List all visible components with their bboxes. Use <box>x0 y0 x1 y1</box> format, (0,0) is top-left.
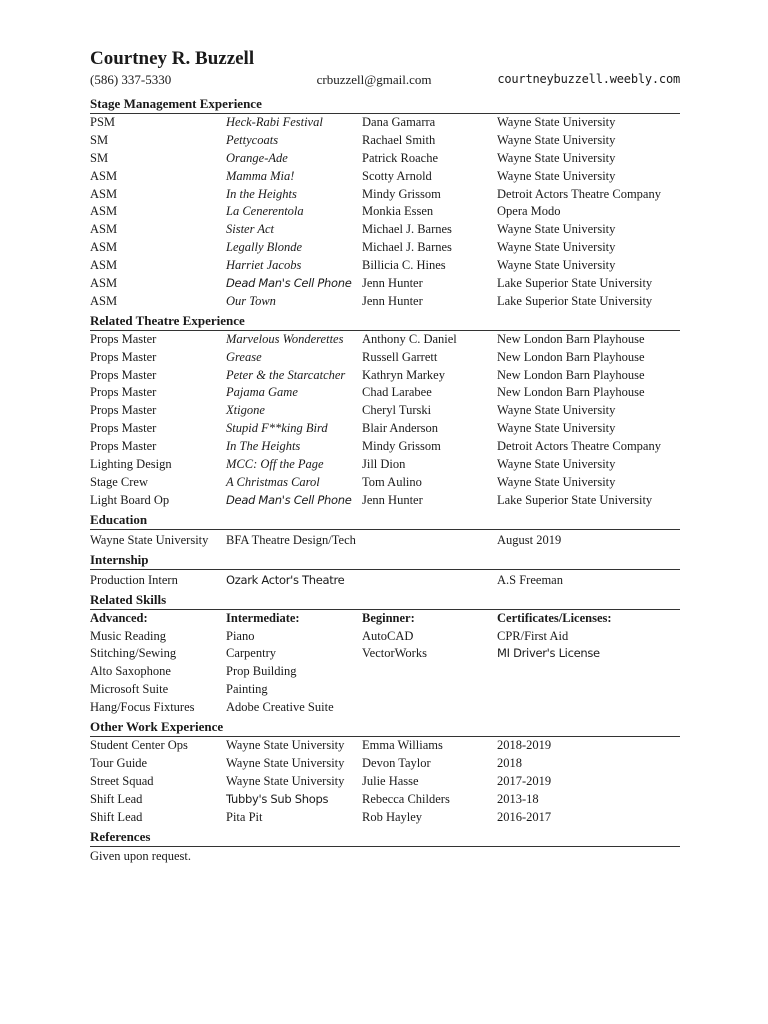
list-item <box>90 420 680 438</box>
graduation-date: August 2019 <box>497 532 562 547</box>
skill: Piano <box>226 628 255 643</box>
person: Jill Dion <box>362 457 406 472</box>
skill: Hang/Focus Fixtures <box>90 700 195 715</box>
role: ASM <box>90 168 118 183</box>
person: Mindy Grissom <box>362 186 441 201</box>
place: Wayne State University <box>497 168 616 183</box>
person: Mindy Grissom <box>362 439 441 454</box>
place: Detroit Actors Theatre Company <box>497 439 661 454</box>
section-title-other-work: Other Work Experience <box>90 719 224 735</box>
skill: Stitching/Sewing <box>90 646 177 661</box>
list-item <box>90 474 680 492</box>
role: Shift Lead <box>90 791 143 806</box>
list-item <box>90 384 680 402</box>
certificate: MI Driver's License <box>497 646 600 661</box>
show-title: Marvelous Wonderettes <box>226 331 344 346</box>
place: Lake Superior State University <box>497 276 653 291</box>
show-title: Pettycoats <box>226 132 279 147</box>
person: Kathryn Markey <box>362 367 445 382</box>
dates: 2016-2017 <box>497 809 552 824</box>
role: PSM <box>90 115 116 129</box>
show-title: Stupid F**king Bird <box>226 421 328 436</box>
place: Pita Pit <box>226 809 263 824</box>
role: Street Squad <box>90 773 154 788</box>
show-title: Pajama Game <box>226 385 298 400</box>
skill: Microsoft Suite <box>90 682 169 697</box>
person: Blair Anderson <box>362 421 439 436</box>
internship-supervisor: A.S Freeman <box>497 572 563 587</box>
references-text: Given upon request. <box>90 848 192 863</box>
list-item <box>90 628 680 646</box>
role: Props Master <box>90 367 157 382</box>
list-item <box>90 275 680 293</box>
dates: 2017-2019 <box>497 773 552 788</box>
place: Wayne State University <box>226 738 345 753</box>
person: Tom Aulino <box>362 474 422 489</box>
place: New London Barn Playhouse <box>497 385 645 400</box>
show-title: A Christmas Carol <box>226 474 320 489</box>
section-title-skills: Related Skills <box>90 591 167 607</box>
person: Russell Garrett <box>362 349 438 364</box>
website-url: courtneybuzzell.weebly.com <box>497 72 680 86</box>
show-title: Legally Blonde <box>226 240 303 255</box>
person: Billicia C. Hines <box>362 258 446 273</box>
person: Rachael Smith <box>362 132 436 147</box>
person: Michael J. Barnes <box>362 240 452 255</box>
show-title: Our Town <box>226 293 276 308</box>
role: ASM <box>90 240 118 255</box>
person: Devon Taylor <box>362 755 431 770</box>
email-address: crbuzzell@gmail.com <box>316 72 432 87</box>
person: Jenn Hunter <box>362 492 423 507</box>
list-item <box>90 132 680 150</box>
place: Wayne State University <box>497 457 616 472</box>
person: Patrick Roache <box>362 150 439 165</box>
person: Julie Hasse <box>362 773 419 788</box>
section-title-education: Education <box>90 511 148 527</box>
place: Lake Superior State University <box>497 293 653 308</box>
person: Rebecca Childers <box>362 791 450 806</box>
place: New London Barn Playhouse <box>497 349 645 364</box>
list-item <box>90 681 680 699</box>
person: Jenn Hunter <box>362 276 423 291</box>
place: Wayne State University <box>497 474 616 489</box>
person: Monkia Essen <box>362 204 434 219</box>
list-item <box>90 203 680 221</box>
list-item <box>90 492 680 510</box>
show-title: Peter & the Starcatcher <box>226 367 346 382</box>
list-item <box>90 699 680 717</box>
list-item <box>90 349 680 367</box>
list-item <box>90 737 680 755</box>
show-title: Xtigone <box>226 403 265 418</box>
show-title: Dead Man's Cell Phone <box>226 276 352 291</box>
school: Wayne State University <box>90 532 209 547</box>
place: Tubby's Sub Shops <box>226 791 329 806</box>
skill: VectorWorks <box>362 646 427 661</box>
list-item <box>90 773 680 791</box>
list-item <box>90 438 680 456</box>
place: Opera Modo <box>497 204 561 219</box>
list-item <box>90 645 680 663</box>
role: Props Master <box>90 349 157 364</box>
skill: AutoCAD <box>362 628 414 643</box>
role: SM <box>90 132 109 147</box>
related-theatre-list <box>90 331 680 510</box>
show-title: MCC: Off the Page <box>226 457 324 472</box>
skill: Painting <box>226 682 268 697</box>
role: Light Board Op <box>90 492 170 507</box>
person: Chad Larabee <box>362 385 432 400</box>
place: Wayne State University <box>497 258 616 273</box>
place: Wayne State University <box>497 240 616 255</box>
role: Props Master <box>90 331 157 346</box>
skills-header-advanced: Advanced: <box>90 610 148 625</box>
show-title: Heck-Rabi Festival <box>226 115 323 129</box>
skills-header-row <box>90 610 680 628</box>
place: Wayne State University <box>497 403 616 418</box>
list-item <box>90 150 680 168</box>
list-item <box>90 221 680 239</box>
role: Props Master <box>90 439 157 454</box>
resume-name: Courtney R. Buzzell <box>90 48 255 69</box>
place: Detroit Actors Theatre Company <box>497 186 661 201</box>
section-title-stage-management: Stage Management Experience <box>90 96 262 111</box>
stage-management-list <box>90 114 680 311</box>
role: Student Center Ops <box>90 738 188 753</box>
place: Wayne State University <box>497 421 616 436</box>
place: Wayne State University <box>497 222 616 237</box>
internship-row <box>90 570 680 590</box>
list-item <box>90 293 680 311</box>
dates: 2013-18 <box>497 791 539 806</box>
role: Props Master <box>90 385 157 400</box>
show-title: In the Heights <box>226 186 297 201</box>
degree: BFA Theatre Design/Tech <box>226 532 356 547</box>
role: Shift Lead <box>90 809 143 824</box>
skills-header-beginner: Beginner: <box>362 610 415 625</box>
skill: Carpentry <box>226 646 276 661</box>
place: Wayne State University <box>497 150 616 165</box>
resume-page <box>90 44 680 865</box>
internship-place: Ozark Actor's Theatre <box>226 572 345 587</box>
role: Stage Crew <box>90 474 148 489</box>
other-work-list <box>90 737 680 826</box>
skill: Adobe Creative Suite <box>226 700 334 715</box>
list-item <box>90 402 680 420</box>
list-item <box>90 367 680 385</box>
place: Lake Superior State University <box>497 492 653 507</box>
person: Michael J. Barnes <box>362 222 452 237</box>
person: Cheryl Turski <box>362 403 432 418</box>
section-title-internship: Internship <box>90 551 149 567</box>
person: Jenn Hunter <box>362 293 423 308</box>
education-row <box>90 530 680 550</box>
show-title: Mamma Mia! <box>226 168 295 183</box>
role: Props Master <box>90 421 157 436</box>
show-title: Grease <box>226 349 262 364</box>
place: Wayne State University <box>497 132 616 147</box>
skill: Alto Saxophone <box>90 664 171 679</box>
show-title: In The Heights <box>226 439 301 454</box>
role: ASM <box>90 222 118 237</box>
role: SM <box>90 150 109 165</box>
certificate: CPR/First Aid <box>497 628 569 643</box>
role: ASM <box>90 258 118 273</box>
person: Dana Gamarra <box>362 115 436 129</box>
show-title: Dead Man's Cell Phone <box>226 492 352 507</box>
place: Wayne State University <box>497 115 616 129</box>
role: ASM <box>90 186 118 201</box>
phone-number: (586) 337-5330 <box>90 72 172 87</box>
role: ASM <box>90 204 118 219</box>
person: Rob Hayley <box>362 809 423 824</box>
list-item <box>90 257 680 275</box>
show-title: Sister Act <box>226 222 275 237</box>
show-title: Orange-Ade <box>226 150 288 165</box>
dates: 2018 <box>497 755 522 770</box>
list-item <box>90 456 680 474</box>
list-item <box>90 755 680 773</box>
list-item <box>90 186 680 204</box>
skill: Music Reading <box>90 628 167 643</box>
list-item <box>90 809 680 827</box>
list-item <box>90 663 680 681</box>
role: Lighting Design <box>90 457 172 472</box>
skill: Prop Building <box>226 664 297 679</box>
place: New London Barn Playhouse <box>497 367 645 382</box>
person: Scotty Arnold <box>362 168 432 183</box>
show-title: Harriet Jacobs <box>226 258 302 273</box>
dates: 2018-2019 <box>497 738 552 753</box>
list-item <box>90 791 680 809</box>
role: Props Master <box>90 403 157 418</box>
role: Tour Guide <box>90 755 148 770</box>
person: Anthony C. Daniel <box>362 331 457 346</box>
role: ASM <box>90 293 118 308</box>
skills-header-intermediate: Intermediate: <box>226 610 300 625</box>
role: ASM <box>90 276 118 291</box>
place: New London Barn Playhouse <box>497 331 645 346</box>
place: Wayne State University <box>226 755 345 770</box>
skills-header-certificates: Certificates/Licenses: <box>497 610 612 625</box>
list-item <box>90 168 680 186</box>
place: Wayne State University <box>226 773 345 788</box>
internship-role: Production Intern <box>90 572 178 587</box>
section-title-references: References <box>90 828 151 844</box>
list-item <box>90 239 680 257</box>
contact-line <box>90 72 680 94</box>
list-item <box>90 331 680 349</box>
section-title-related-theatre: Related Theatre Experience <box>90 312 245 328</box>
person: Emma Williams <box>362 738 443 753</box>
list-item <box>90 114 680 132</box>
show-title: La Cenerentola <box>226 204 304 219</box>
